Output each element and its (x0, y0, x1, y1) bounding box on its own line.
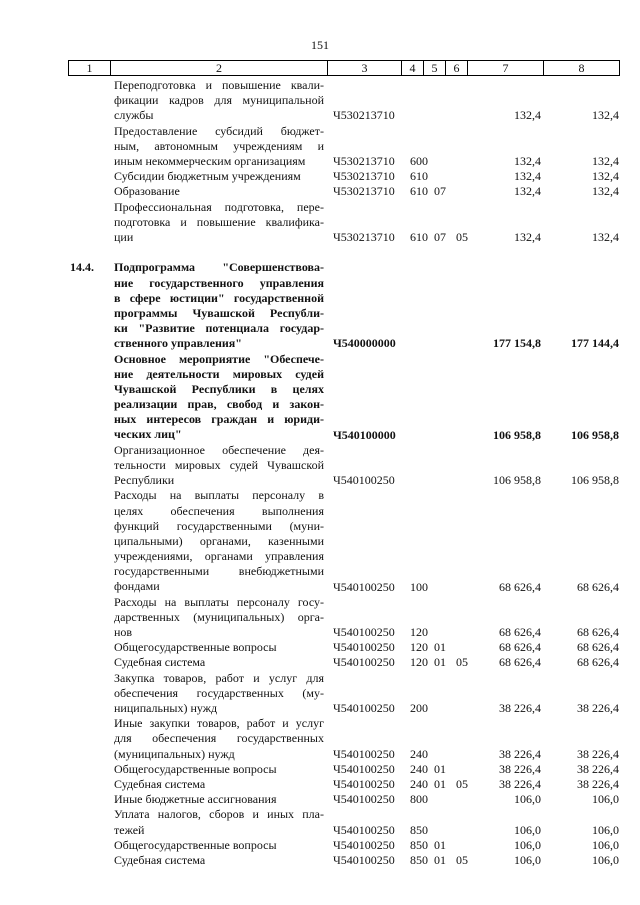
target-article-code: Ч540000000 (333, 336, 396, 351)
amount-year-2: 106 958,8 (571, 427, 619, 442)
amount-year-2: 38 226,4 (577, 777, 619, 792)
description-line: Организационное обеспечение дея- (114, 442, 324, 457)
target-article-code: Ч540100250 (333, 746, 395, 761)
table-row (0, 200, 640, 246)
table-row (0, 184, 640, 199)
column-header-4: 4 (402, 61, 424, 76)
subsection-code: 05 (456, 229, 468, 244)
table-row (0, 488, 640, 594)
column-header-6: 6 (446, 61, 468, 76)
description-line: ние деятельности мировых судей (114, 366, 324, 381)
amount-year-2: 132,4 (592, 169, 619, 184)
description-line: Расходы на выплаты персоналу в (114, 488, 324, 503)
expense-type-code: 610 (410, 184, 428, 199)
description-line: ческих лиц" (114, 427, 182, 442)
table-row (0, 762, 640, 777)
expense-type-code: 240 (410, 777, 428, 792)
column-header-2: 2 (111, 61, 328, 76)
amount-year-2: 106,0 (592, 792, 619, 807)
row-description (114, 184, 324, 199)
column-header-5: 5 (424, 61, 446, 76)
target-article-code: Ч540100250 (333, 655, 395, 670)
amount-year-1: 38 226,4 (499, 746, 541, 761)
expense-type-code: 200 (410, 701, 428, 716)
expense-type-code: 850 (410, 837, 428, 852)
section-code: 07 (434, 229, 446, 244)
description-line: ципальными) органами, казенными (114, 533, 324, 548)
expense-type-code: 850 (410, 853, 428, 867)
row-description (114, 716, 324, 762)
description-line: (муниципальных) нужд (114, 746, 235, 761)
description-line: дарственных (муниципальных) орга- (114, 609, 324, 624)
subsection-code: 05 (456, 655, 468, 670)
description-line: Расходы на выплаты персоналу госу- (114, 594, 324, 609)
subsection-code: 05 (456, 777, 468, 792)
section-code: 01 (434, 761, 446, 776)
expense-type-code: 610 (410, 169, 428, 184)
row-number: 14.4. (70, 260, 94, 275)
budget-table-body (0, 78, 640, 868)
amount-year-1: 38 226,4 (499, 761, 541, 776)
amount-year-2: 38 226,4 (577, 761, 619, 776)
expense-type-code: 100 (410, 579, 428, 594)
description-line: Образование (114, 184, 180, 199)
amount-year-1: 68 626,4 (499, 640, 541, 655)
description-line: Профессиональная подготовка, пере- (114, 199, 324, 214)
amount-year-2: 106 958,8 (571, 473, 619, 488)
description-line: Иные бюджетные ассигнования (114, 792, 277, 807)
target-article-code: Ч540100250 (333, 792, 395, 807)
row-description (114, 352, 324, 443)
description-line: ным, автономным учреждениям и (114, 138, 324, 153)
description-line: тельности мировых судей Чувашской (114, 457, 324, 472)
target-article-code: Ч540100250 (333, 777, 395, 792)
table-row (0, 838, 640, 853)
target-article-code: Ч540100250 (333, 853, 395, 867)
table-row (0, 655, 640, 670)
row-description (114, 762, 324, 777)
amount-year-2: 106,0 (592, 837, 619, 852)
description-line: для обеспечения государственных (114, 731, 324, 746)
description-line: государственными внебюджетными (114, 564, 324, 579)
description-line: Подпрограмма "Совершенствова- (114, 260, 324, 275)
row-description (114, 260, 324, 351)
description-line: Иные закупки товаров, работ и услуг (114, 716, 324, 731)
description-line: Переподготовка и повышение квали- (114, 78, 324, 92)
amount-year-1: 68 626,4 (499, 625, 541, 640)
target-article-code: Ч540100250 (333, 473, 395, 488)
description-line: нов (114, 625, 133, 640)
row-description (114, 124, 324, 170)
expense-type-code: 120 (410, 655, 428, 670)
expense-type-code: 240 (410, 761, 428, 776)
row-description (114, 169, 324, 184)
amount-year-1: 132,4 (514, 229, 541, 244)
amount-year-1: 106 958,8 (493, 473, 541, 488)
amount-year-1: 132,4 (514, 108, 541, 123)
section-code: 07 (434, 184, 446, 199)
description-line: ки "Развитие потенциала государ- (114, 321, 324, 336)
description-line: тежей (114, 822, 145, 837)
target-article-code: Ч540100250 (333, 701, 395, 716)
description-line: Чувашской Республики в целях (114, 381, 324, 396)
description-line: Республики (114, 473, 175, 488)
table-row (0, 671, 640, 717)
row-description (114, 78, 324, 124)
table-row (0, 78, 640, 124)
amount-year-1: 106,0 (514, 822, 541, 837)
description-line: функций государственными (муни- (114, 518, 324, 533)
description-line: ниципальных) нужд (114, 701, 218, 716)
amount-year-2: 38 226,4 (577, 746, 619, 761)
row-description (114, 807, 324, 837)
table-row (0, 245, 640, 260)
target-article-code: Ч530213710 (333, 229, 395, 244)
row-description (114, 488, 324, 594)
description-line: фондами (114, 579, 160, 594)
amount-year-1: 106,0 (514, 792, 541, 807)
description-line: Судебная система (114, 777, 206, 792)
column-header-1: 1 (69, 61, 111, 76)
amount-year-2: 132,4 (592, 184, 619, 199)
amount-year-1: 132,4 (514, 184, 541, 199)
amount-year-2: 132,4 (592, 108, 619, 123)
row-description (114, 671, 324, 717)
target-article-code: Ч540100250 (333, 761, 395, 776)
section-code: 01 (434, 655, 446, 670)
description-line: службы (114, 108, 154, 123)
amount-year-1: 38 226,4 (499, 701, 541, 716)
target-article-code: Ч530213710 (333, 169, 395, 184)
description-line: Субсидии бюджетным учреждениям (114, 169, 301, 184)
row-description (114, 640, 324, 655)
target-article-code: Ч540100250 (333, 625, 395, 640)
description-line: Основное мероприятие "Обеспече- (114, 351, 324, 366)
amount-year-2: 106,0 (592, 822, 619, 837)
amount-year-1: 132,4 (514, 153, 541, 168)
row-description (114, 838, 324, 853)
row-description (114, 655, 324, 670)
description-line: ственного управления" (114, 336, 242, 351)
subsection-code: 05 (456, 853, 468, 867)
table-row (0, 443, 640, 489)
row-description (114, 595, 324, 641)
column-header-row (69, 61, 620, 76)
page-number: 151 (311, 38, 329, 52)
table-row (0, 716, 640, 762)
amount-year-2: 132,4 (592, 153, 619, 168)
description-line: реализации прав, свобод и закон- (114, 397, 324, 412)
row-description (114, 200, 324, 246)
amount-year-2: 68 626,4 (577, 579, 619, 594)
table-row (0, 260, 640, 351)
description-line: обеспечения государственных (му- (114, 685, 324, 700)
description-line: целях обеспечения выполнения (114, 503, 324, 518)
expense-type-code: 120 (410, 640, 428, 655)
amount-year-2: 38 226,4 (577, 701, 619, 716)
target-article-code: Ч540100000 (333, 427, 396, 442)
description-line: Уплата налогов, сборов и иных пла- (114, 807, 324, 822)
table-row (0, 807, 640, 837)
expense-type-code: 800 (410, 792, 428, 807)
target-article-code: Ч540100250 (333, 579, 395, 594)
target-article-code: Ч530213710 (333, 108, 395, 123)
description-line: Общегосударственные вопросы (114, 761, 277, 776)
description-line: Закупка товаров, работ и услуг для (114, 670, 324, 685)
description-line: фикации кадров для муниципальной (114, 93, 324, 108)
expense-type-code: 600 (410, 153, 428, 168)
amount-year-1: 106,0 (514, 837, 541, 852)
table-row (0, 169, 640, 184)
section-code: 01 (434, 777, 446, 792)
target-article-code: Ч540100250 (333, 837, 395, 852)
amount-year-2: 132,4 (592, 229, 619, 244)
amount-year-1: 177 154,8 (493, 336, 541, 351)
target-article-code: Ч540100250 (333, 640, 395, 655)
amount-year-2: 68 626,4 (577, 640, 619, 655)
description-line: Предоставление субсидий бюджет- (114, 123, 324, 138)
amount-year-1: 68 626,4 (499, 655, 541, 670)
description-line: учреждениями, органами управления (114, 549, 324, 564)
description-line: Судебная система (114, 853, 206, 867)
description-line: в сфере юстиции" государственной (114, 290, 324, 305)
amount-year-2: 106,0 (592, 853, 619, 867)
table-row (0, 595, 640, 641)
description-line: подготовка и повышение квалифика- (114, 214, 324, 229)
description-line: Общегосударственные вопросы (114, 837, 277, 852)
column-header-3: 3 (328, 61, 402, 76)
target-article-code: Ч540100250 (333, 822, 395, 837)
description-line: иным некоммерческим организациям (114, 153, 306, 168)
column-header-table (68, 60, 620, 76)
description-line: ных интересов граждан и юриди- (114, 412, 324, 427)
table-row (0, 792, 640, 807)
description-line: ции (114, 229, 134, 244)
expense-type-code: 120 (410, 625, 428, 640)
table-row (0, 640, 640, 655)
section-code: 01 (434, 853, 446, 867)
amount-year-1: 106 958,8 (493, 427, 541, 442)
column-header-8: 8 (544, 61, 620, 76)
amount-year-1: 106,0 (514, 853, 541, 867)
description-line: Судебная система (114, 655, 206, 670)
column-header-7: 7 (468, 61, 544, 76)
target-article-code: Ч530213710 (333, 153, 395, 168)
description-line: Общегосударственные вопросы (114, 640, 277, 655)
row-description (114, 853, 324, 868)
table-row (0, 777, 640, 792)
row-description (114, 777, 324, 792)
description-line: программы Чувашской Республи- (114, 305, 324, 320)
amount-year-2: 68 626,4 (577, 625, 619, 640)
table-row (0, 352, 640, 443)
amount-year-2: 177 144,4 (571, 336, 619, 351)
row-description (114, 443, 324, 489)
expense-type-code: 850 (410, 822, 428, 837)
section-code: 01 (434, 640, 446, 655)
description-line (114, 245, 324, 260)
amount-year-1: 68 626,4 (499, 579, 541, 594)
target-article-code: Ч530213710 (333, 184, 395, 199)
description-line: ние государственного управления (114, 275, 324, 290)
table-row (0, 124, 640, 170)
expense-type-code: 610 (410, 229, 428, 244)
row-description (114, 792, 324, 807)
row-description (114, 245, 324, 260)
amount-year-1: 38 226,4 (499, 777, 541, 792)
amount-year-2: 68 626,4 (577, 655, 619, 670)
expense-type-code: 240 (410, 746, 428, 761)
table-row (0, 853, 640, 868)
section-code: 01 (434, 837, 446, 852)
amount-year-1: 132,4 (514, 169, 541, 184)
